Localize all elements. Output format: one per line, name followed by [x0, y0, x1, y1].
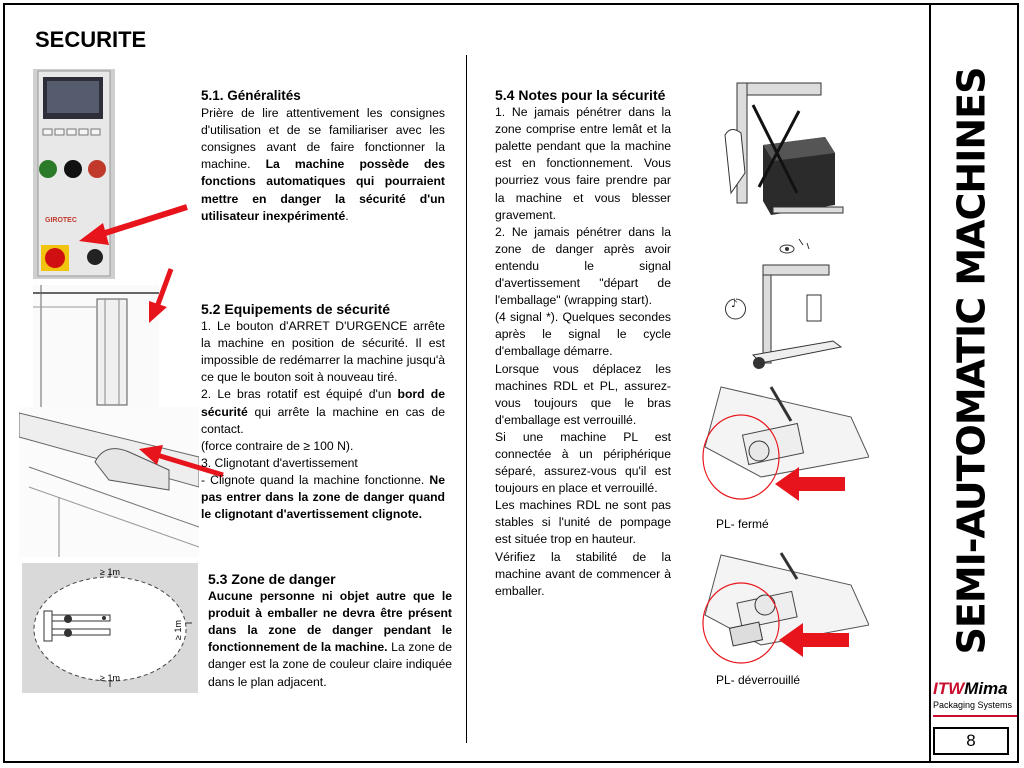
safety-edge-photo	[19, 407, 199, 557]
page-title: SECURITE	[35, 27, 147, 52]
zone-top-label: ≥ 1m	[100, 567, 120, 577]
itw-mima-logo	[933, 679, 1017, 719]
section-5-4-p5: Si une machine PL est connectée à un périphérique séparé, assurez-vous qu'il est toujours en place et verrouillé.	[495, 429, 671, 496]
section-5-2-p2b: bord de sécurité	[201, 387, 446, 419]
section-5-2-p2a: 2. Le bras rotatif est équipé d'un	[201, 387, 392, 402]
section-5-4-p6: Les machines RDL ne sont pas stables si l'unité de pompage est située trop en hauteur.	[495, 498, 671, 547]
page-number: 8	[933, 727, 1009, 755]
vertical-title-text: SEMI-AUTOMATIC MACHINES	[949, 67, 994, 655]
section-5-2-p5a: - Clignote quand la machine fonctionne.	[201, 472, 425, 487]
section-5-4-p3: (4 signal *). Quelques secondes après le signal le cycle d'emballage démarre.	[495, 310, 671, 359]
machine-pallet-illustration	[713, 75, 853, 225]
section-5-2-p2c: qui arrête la machine en cas de contact.	[201, 404, 445, 436]
section-5-3-text: La zone de danger est la zone de couleur claire indiquée dans le plan adjacent.	[208, 640, 452, 689]
column-divider	[466, 55, 467, 743]
arrow-emergency	[75, 201, 191, 251]
section-5-1-bold: La machine possède des fonctions automatiques qui pourraient mettre en danger la sécurité d'un utilisateur inexpérimenté	[201, 157, 445, 223]
zone-right-label: ≥ 1m	[172, 620, 183, 640]
section-5-4-p2: 2. Ne jamais pénétrer dans la zone de danger après avoir entendu le signal d'avertissement "départ de l'emballage" (wrapping start).	[495, 224, 671, 308]
section-5-2-p5b: Ne pas entrer dans la zone de danger quand le clignotant d'avertissement clignote.	[201, 472, 445, 522]
zone-bottom-label: ≥ 1m	[100, 673, 120, 683]
section-5-3-heading: 5.3 Zone de danger	[208, 571, 336, 587]
section-5-2-p1: 1. Le bouton d'ARRET D'URGENCE arrête la machine en position de sécurité. Il est impossible de redémarrer la machine jusqu'à ce que le bouton soit à nouveau tiré.	[201, 319, 445, 385]
section-5-4	[495, 87, 671, 600]
section-5-3	[208, 571, 452, 691]
logo-subtitle: Packaging Systems	[933, 700, 1013, 710]
arrow-pl-unlocked	[777, 623, 851, 657]
section-5-4-heading: 5.4 Notes pour la sécurité	[495, 87, 666, 103]
section-5-2	[201, 301, 445, 523]
section-5-1-heading: 5.1. Généralités	[201, 88, 301, 103]
section-5-1	[201, 87, 445, 225]
caption-pl-unlocked: PL- déverrouillé	[716, 673, 801, 687]
logo-itw: ITW	[933, 679, 965, 698]
caption-pl-locked: PL- fermé	[716, 517, 769, 531]
logo-bar	[933, 715, 1017, 717]
section-5-2-p4: 3. Clignotant d'avertissement	[201, 455, 358, 470]
section-5-2-heading: 5.2 Equipements de sécurité	[201, 301, 391, 317]
danger-zone-diagram	[22, 563, 198, 693]
section-5-1-end: .	[345, 208, 349, 223]
arm-photo	[33, 285, 159, 407]
section-5-1-text: Prière de lire attentivement les consignes d'utilisation et de se familiariser avec les consignes avant de faire fonctionner la machine.	[201, 106, 445, 172]
section-5-2-p3: (force contraire de ≥ 100 N).	[201, 438, 354, 453]
page	[3, 3, 1019, 763]
section-5-4-p4: Lorsque vous déplacez les machines RDL et PL, assurez-vous toujours que le bras d'emballage est verrouillé.	[495, 361, 671, 427]
svg-text:♪: ♪	[731, 299, 738, 310]
section-5-3-bold: Aucune personne ni objet autre que le produit à emballer ne devra être présent dans la zone de danger pendant le fonctionnement de la machine.	[208, 589, 452, 655]
machine-warning-signal-illustration	[723, 237, 843, 377]
vertical-title	[931, 61, 1011, 661]
panel-brand: GIROTEC	[45, 217, 77, 224]
arrow-pl-locked	[773, 467, 847, 501]
section-5-4-p7: Vérifiez la stabilité de la machine avant de commencer à emballer.	[495, 549, 671, 598]
arrow-arm	[145, 267, 177, 327]
section-5-4-p1: 1. Ne jamais pénétrer dans la zone comprise entre lemât et la palette pendant que la machine est en fonctionnement. Vous pourriez vous faire prendre par la machine et vous blesser gravement.	[495, 105, 671, 222]
logo-mima: Mima	[964, 679, 1008, 698]
